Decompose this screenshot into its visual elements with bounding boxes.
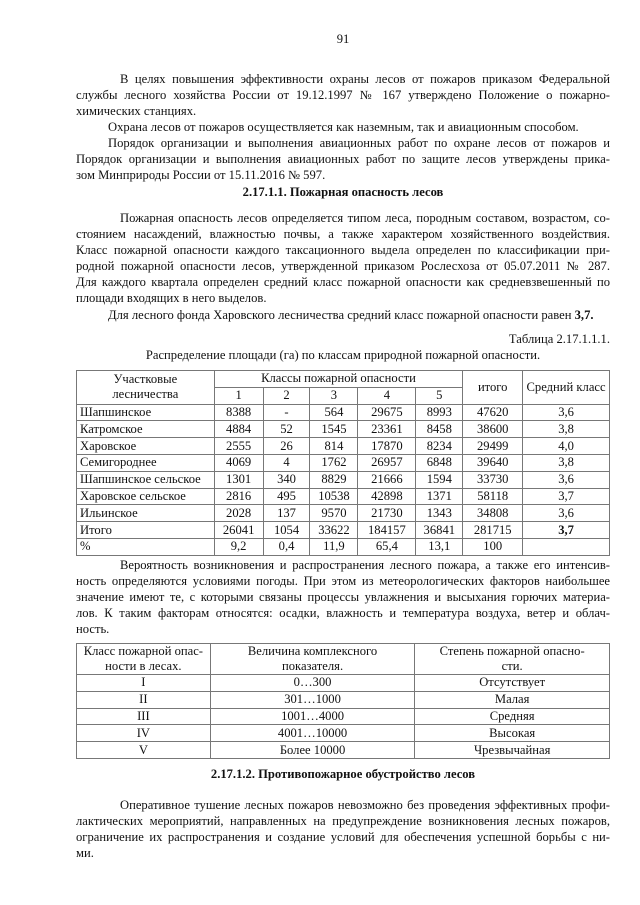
fire-class-area-table	[76, 370, 610, 556]
cell: 3,8	[523, 421, 610, 438]
text-line: зом Минприроды России от 15.11.2016 № 597.	[76, 168, 326, 182]
cell: 58118	[463, 488, 523, 505]
cell: 29499	[463, 438, 523, 455]
header-cell	[415, 644, 610, 675]
table-row	[77, 404, 610, 421]
cell: 1371	[416, 488, 463, 505]
cell: 26957	[358, 454, 416, 471]
cell: 4069	[214, 454, 263, 471]
cell: Высокая	[415, 725, 610, 742]
cell: 9,2	[214, 538, 263, 555]
cell: 39640	[463, 454, 523, 471]
cell: 13,1	[416, 538, 463, 555]
cell: 4001…10000	[210, 725, 415, 742]
header-line: ности в лесах.	[105, 659, 182, 673]
cell: Более 10000	[210, 742, 415, 759]
text-line: Пожарная опасность лесов определяется типом леса, породным составом, возрастом, со-	[120, 211, 610, 225]
cell: 340	[263, 471, 310, 488]
paragraph-average-class	[76, 307, 610, 323]
cell: 10538	[310, 488, 358, 505]
cell: Отсутствует	[415, 675, 610, 692]
header-class-4: 4	[358, 387, 416, 404]
cell: 6848	[416, 454, 463, 471]
cell: 3,7	[523, 488, 610, 505]
header-line: Степень пожарной опасно-	[439, 644, 585, 658]
cell: 21666	[358, 471, 416, 488]
cell: 47620	[463, 404, 523, 421]
cell: IV	[77, 725, 211, 742]
header-class-2: 2	[263, 387, 310, 404]
cell: -	[263, 404, 310, 421]
header-average: Средний класс	[523, 371, 610, 405]
cell: 36841	[416, 522, 463, 539]
header-class-1: 1	[214, 387, 263, 404]
average-class-text: Для лесного фонда Харовского лесничества средний класс пожарной опасности равен	[108, 308, 575, 322]
cell: 301…1000	[210, 691, 415, 708]
cell: 0,4	[263, 538, 310, 555]
cell: 8388	[214, 404, 263, 421]
table-title: Распределение площади (га) по классам природной пожарной опасности.	[145, 348, 541, 362]
table-row	[77, 454, 610, 471]
table-row	[77, 438, 610, 455]
cell: 11,9	[310, 538, 358, 555]
cell: 4	[263, 454, 310, 471]
cell: 42898	[358, 488, 416, 505]
cell: 1343	[416, 505, 463, 522]
header-line: показателя.	[281, 659, 344, 673]
cell: 17870	[358, 438, 416, 455]
cell: 3,8	[523, 454, 610, 471]
page-number: 91	[336, 32, 350, 46]
cell: 8234	[416, 438, 463, 455]
cell: 3,6	[523, 505, 610, 522]
district-name: Семигороднее	[77, 454, 215, 471]
header-line: Величина комплексного	[247, 644, 378, 658]
cell: 1301	[214, 471, 263, 488]
cell: 0…300	[210, 675, 415, 692]
table-row	[77, 708, 610, 725]
cell: 4884	[214, 421, 263, 438]
header-class-3: 3	[310, 387, 358, 404]
table-row	[77, 742, 610, 759]
cell: 23361	[358, 421, 416, 438]
text-line: службы лесного хозяйства России от 19.12.1997 № 167 утверждено Положение о пожарно-	[76, 88, 610, 102]
text-line: Порядок организации и выполнения авиационных работ по охране лесов от пожаров и	[108, 136, 610, 150]
table-row	[77, 691, 610, 708]
cell: III	[77, 708, 211, 725]
table-row	[77, 505, 610, 522]
text-line: Порядок организации и выполнения авиационных работ по защите лесов утверждены прика-	[76, 152, 610, 166]
cell: 34808	[463, 505, 523, 522]
cell: 8829	[310, 471, 358, 488]
district-name: Катромское	[77, 421, 215, 438]
cell: 100	[463, 538, 523, 555]
cell: 65,4	[358, 538, 416, 555]
header-line: Класс пожарной опас-	[83, 644, 203, 658]
header-district: Участковые лесничества	[77, 371, 215, 405]
cell: 33622	[310, 522, 358, 539]
paragraph-weather	[76, 557, 610, 637]
cell: 21730	[358, 505, 416, 522]
header-cell	[210, 644, 415, 675]
cell: 29675	[358, 404, 416, 421]
cell: 1054	[263, 522, 310, 539]
cell: 38600	[463, 421, 523, 438]
table-row	[77, 522, 610, 539]
district-name: Харовское сельское	[77, 488, 215, 505]
table-row	[77, 725, 610, 742]
average-class-value: 3,7.	[574, 308, 594, 322]
text-line: лов. К таким факторам относятся: осадки, влажность и температура воздуха, ветер и облач-	[76, 606, 610, 620]
text-line: площади входящих в него выделов.	[76, 291, 267, 305]
text-line: ограничение их распространения и создание условий для обеспечения успешной борьбы с ни-	[76, 830, 610, 844]
district-name: %	[77, 538, 215, 555]
cell: 9570	[310, 505, 358, 522]
cell: 814	[310, 438, 358, 455]
text-line: Оперативное тушение лесных пожаров невозможно без проведения эффективных профи-	[120, 798, 610, 812]
text-line: значение имеют те, с которыми связаны процессы увлажнения и высыхания горючих материа-	[76, 590, 610, 604]
cell: 8458	[416, 421, 463, 438]
header-classes: Классы пожарной опасности	[214, 371, 463, 388]
text-line: химических станциях.	[76, 104, 197, 118]
cell: II	[77, 691, 211, 708]
district-name: Шапшинское	[77, 404, 215, 421]
section-heading-fire-prevention: 2.17.1.2. Противопожарное обустройство лесов	[210, 767, 476, 781]
cell: I	[77, 675, 211, 692]
cell: Малая	[415, 691, 610, 708]
text-line: родной пожарной опасности лесов, утвержденной приказом Рослесхоза от 05.07.2011 № 287.	[76, 259, 610, 273]
text-line: лактических мероприятий, направленных на предупреждение возникновения лесных пожаров,	[76, 814, 610, 828]
header-class-5: 5	[416, 387, 463, 404]
cell: 1001…4000	[210, 708, 415, 725]
table-row	[77, 421, 610, 438]
cell: 495	[263, 488, 310, 505]
cell: V	[77, 742, 211, 759]
text-line: ми.	[76, 846, 94, 860]
cell: 52	[263, 421, 310, 438]
cell: 281715	[463, 522, 523, 539]
cell: 2555	[214, 438, 263, 455]
district-name: Ильинское	[77, 505, 215, 522]
cell: 3,6	[523, 404, 610, 421]
district-name: Харовское	[77, 438, 215, 455]
cell: 26041	[214, 522, 263, 539]
table-row	[77, 538, 610, 555]
header-line: сти.	[501, 659, 523, 673]
cell: 3,7	[523, 522, 610, 539]
table-row	[77, 675, 610, 692]
section-heading-fire-danger: 2.17.1.1. Пожарная опасность лесов	[242, 185, 444, 199]
cell: 1545	[310, 421, 358, 438]
text-line: Для каждого квартала определен средний класс пожарной опасности как средневзвешенный по	[76, 275, 610, 289]
cell: 8993	[416, 404, 463, 421]
cell: 33730	[463, 471, 523, 488]
header-cell	[77, 644, 211, 675]
text-line: стоянием насаждений, влажностью почвы, а также характером хозяйственного воздействия.	[76, 227, 610, 241]
text-line: В целях повышения эффективности охраны лесов от пожаров приказом Федеральной	[120, 72, 610, 86]
paragraph-fire-danger	[76, 210, 610, 306]
text-line: ность определяются условиями погоды. При этом из метеорологических факторов наибольшее	[76, 574, 610, 588]
table-number: Таблица 2.17.1.1.1.	[508, 332, 610, 346]
intro-paragraphs	[76, 71, 610, 183]
text-line: Класс пожарной опасности каждого таксационного выдела определен по классификации при-	[76, 243, 610, 257]
cell: Чрезвычайная	[415, 742, 610, 759]
cell: 137	[263, 505, 310, 522]
cell: 184157	[358, 522, 416, 539]
cell: 1594	[416, 471, 463, 488]
text-line: ность.	[76, 622, 110, 636]
district-name: Шапшинское сельское	[77, 471, 215, 488]
table-row	[77, 488, 610, 505]
fire-danger-scale-table	[76, 643, 610, 759]
cell: 26	[263, 438, 310, 455]
text-line: Охрана лесов от пожаров осуществляется как наземным, так и авиационным способом.	[108, 120, 579, 134]
cell	[523, 538, 610, 555]
cell: 4,0	[523, 438, 610, 455]
cell: 564	[310, 404, 358, 421]
table-row	[77, 471, 610, 488]
cell: 2028	[214, 505, 263, 522]
cell: Средняя	[415, 708, 610, 725]
cell: 1762	[310, 454, 358, 471]
cell: 3,6	[523, 471, 610, 488]
paragraph-fire-prevention	[76, 797, 610, 861]
header-total: итого	[463, 371, 523, 405]
cell: 2816	[214, 488, 263, 505]
district-name: Итого	[77, 522, 215, 539]
text-line: Вероятность возникновения и распространения лесного пожара, а также его интенсив-	[120, 558, 610, 572]
